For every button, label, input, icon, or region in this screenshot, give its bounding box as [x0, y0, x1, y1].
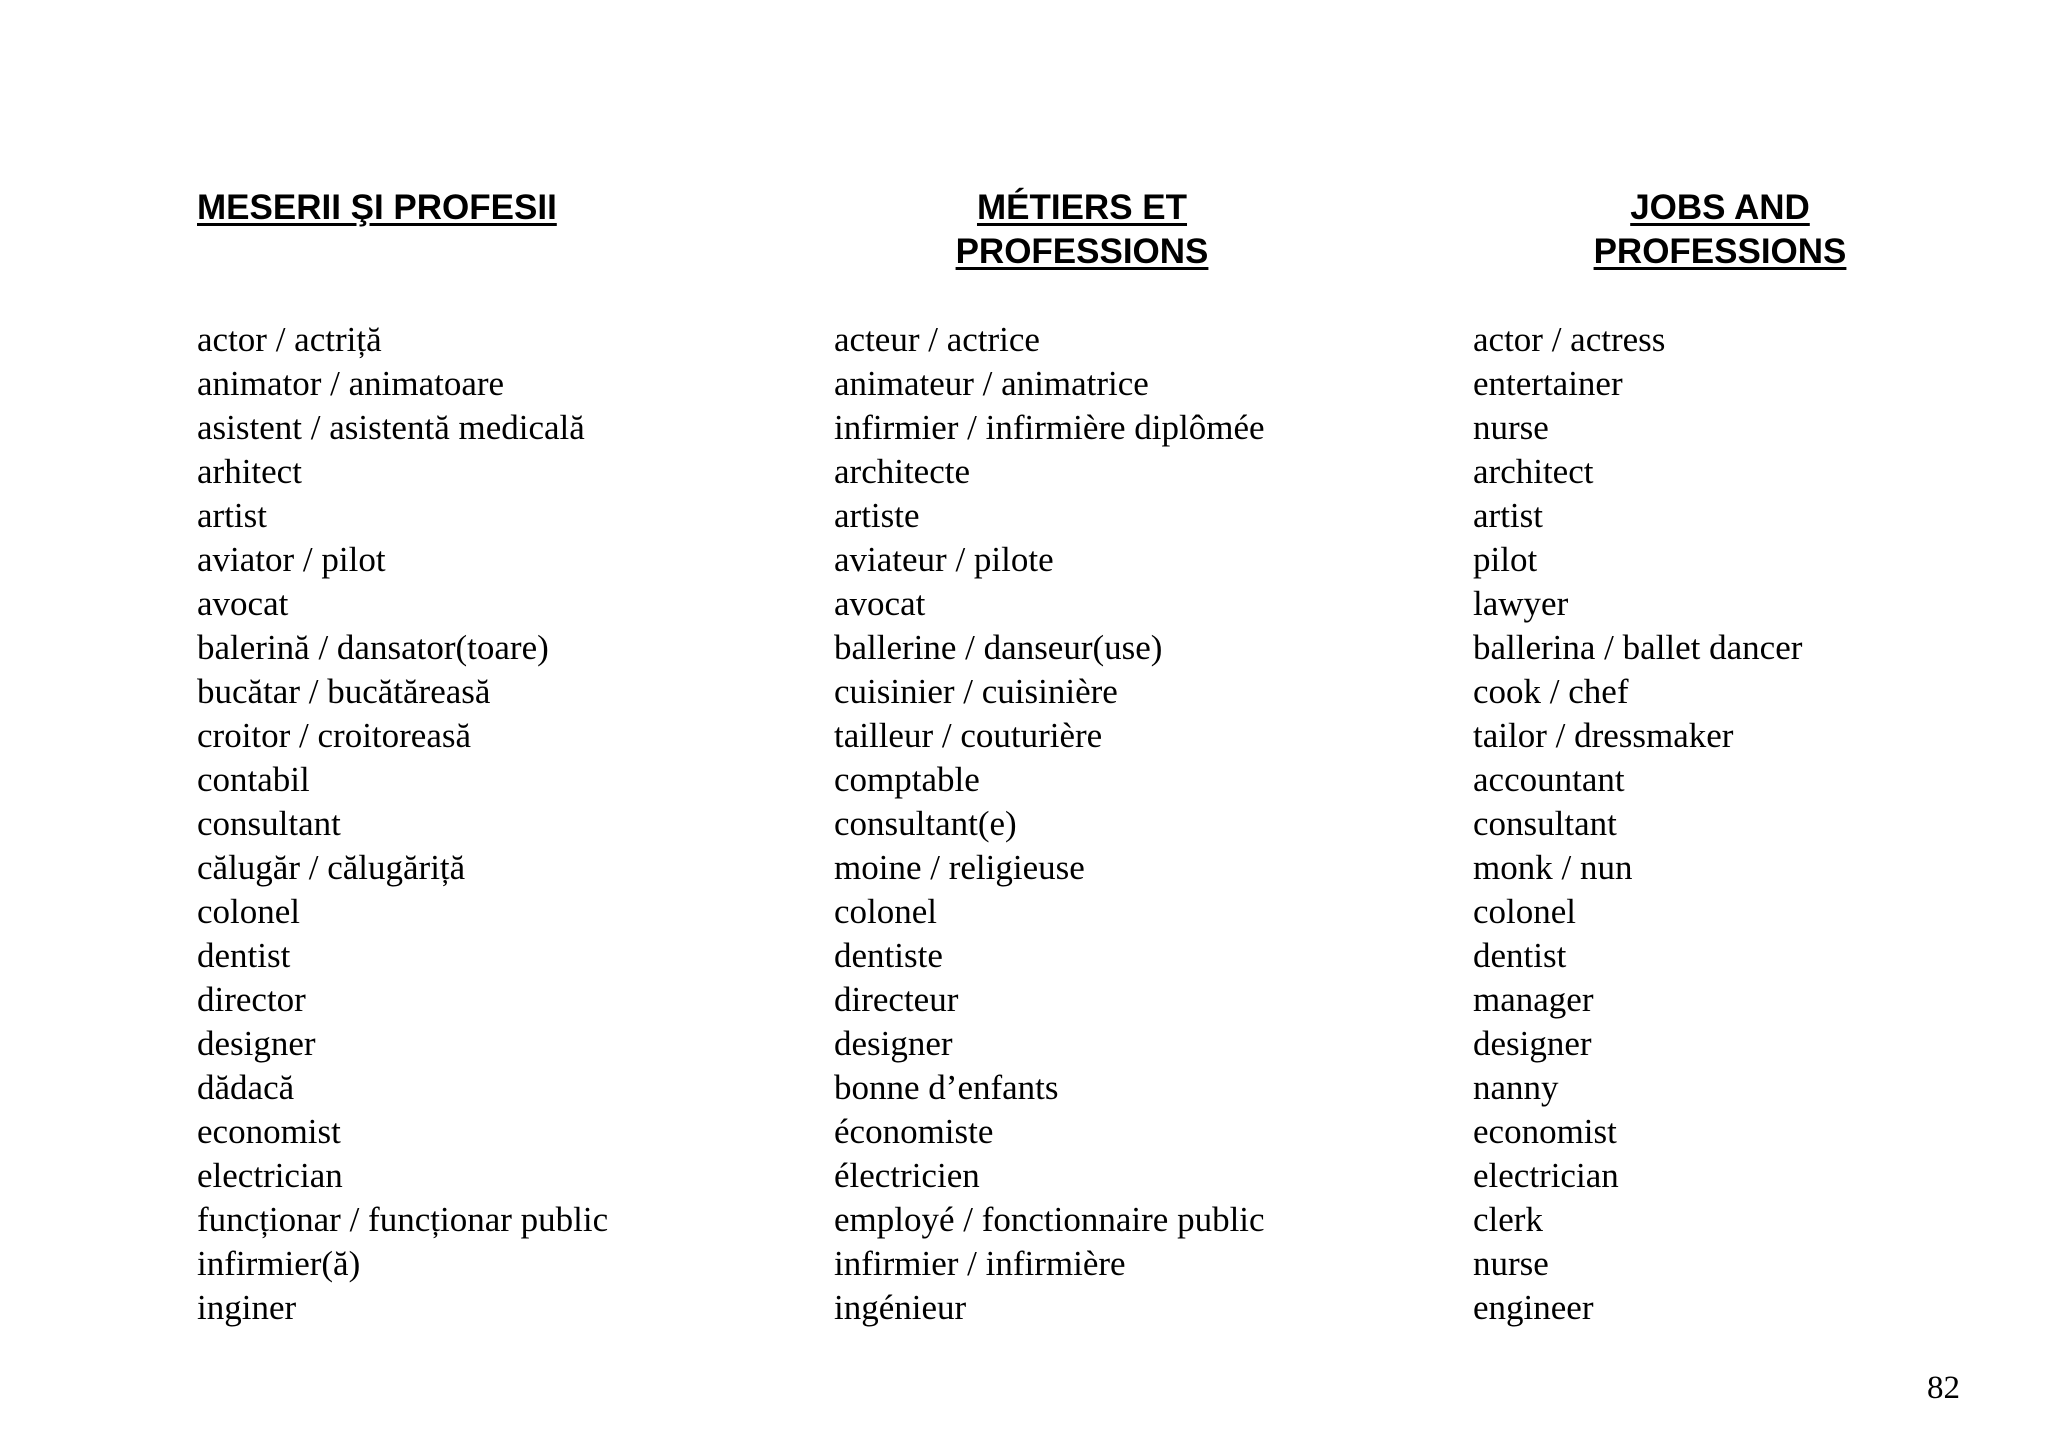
list-item: animateur / animatrice — [834, 364, 1149, 403]
list-item: croitor / croitoreasă — [197, 716, 472, 755]
heading-english — [1480, 186, 1960, 274]
list-item: bucătar / bucătăreasă — [197, 672, 491, 711]
list-item: funcționar / funcționar public — [197, 1200, 609, 1239]
list-item: architect — [1473, 452, 1594, 491]
list-item: dentist — [1473, 936, 1567, 975]
list-item: employé / fonctionnaire public — [834, 1200, 1265, 1239]
list-item: aviator / pilot — [197, 540, 386, 579]
list-item: ballerine / danseur(use) — [834, 628, 1163, 667]
list-item: cuisinier / cuisinière — [834, 672, 1118, 711]
list-item: actor / actriță — [197, 320, 382, 359]
heading-line: PROFESSIONS — [1593, 232, 1847, 271]
list-item: directeur — [834, 980, 959, 1019]
list-item: călugăr / călugăriță — [197, 848, 466, 887]
list-item: infirmier / infirmière — [834, 1244, 1126, 1283]
list-item: infirmier(ă) — [197, 1244, 361, 1283]
list-item: contabil — [197, 760, 310, 799]
romanian-word-list — [197, 318, 608, 1330]
heading-romanian — [197, 186, 557, 230]
list-item: cook / chef — [1473, 672, 1629, 711]
list-item: bonne d’enfants — [834, 1068, 1059, 1107]
list-item: designer — [197, 1024, 316, 1063]
page-number: 82 — [1927, 1370, 1960, 1406]
heading-line: MÉTIERS ET — [976, 188, 1188, 227]
list-item: arhitect — [197, 452, 302, 491]
list-item: actor / actress — [1473, 320, 1666, 359]
english-word-list — [1473, 318, 1802, 1330]
list-item: architecte — [834, 452, 971, 491]
heading-line: JOBS AND — [1630, 188, 1810, 227]
list-item: accountant — [1473, 760, 1625, 799]
list-item: monk / nun — [1473, 848, 1633, 887]
list-item: director — [197, 980, 306, 1019]
heading-french — [842, 186, 1322, 274]
list-item: asistent / asistentă medicală — [197, 408, 585, 447]
list-item: moine / religieuse — [834, 848, 1085, 887]
list-item: ballerina / ballet dancer — [1473, 628, 1803, 667]
list-item: nanny — [1473, 1068, 1559, 1107]
list-item: entertainer — [1473, 364, 1623, 403]
list-item: economist — [1473, 1112, 1617, 1151]
list-item: acteur / actrice — [834, 320, 1040, 359]
list-item: électricien — [834, 1156, 980, 1195]
list-item: tailor / dressmaker — [1473, 716, 1734, 755]
list-item: économiste — [834, 1112, 994, 1151]
heading-line: PROFESSIONS — [955, 232, 1209, 271]
list-item: dentist — [197, 936, 291, 975]
list-item: balerină / dansator(toare) — [197, 628, 549, 667]
list-item: dădacă — [197, 1068, 295, 1107]
list-item: engineer — [1473, 1288, 1594, 1327]
list-item: pilot — [1473, 540, 1538, 579]
list-item: artist — [1473, 496, 1543, 535]
list-item: dentiste — [834, 936, 943, 975]
list-item: comptable — [834, 760, 980, 799]
list-item: electrician — [197, 1156, 343, 1195]
list-item: consultant — [1473, 804, 1617, 843]
list-item: economist — [197, 1112, 341, 1151]
list-item: artist — [197, 496, 267, 535]
list-item: ingénieur — [834, 1288, 967, 1327]
list-item: manager — [1473, 980, 1594, 1019]
list-item: avocat — [834, 584, 926, 623]
list-item: lawyer — [1473, 584, 1569, 623]
list-item: aviateur / pilote — [834, 540, 1054, 579]
heading-line: MESERII ŞI PROFESII — [197, 188, 557, 227]
list-item: designer — [834, 1024, 953, 1063]
list-item: designer — [1473, 1024, 1592, 1063]
list-item: avocat — [197, 584, 289, 623]
french-word-list — [834, 318, 1265, 1330]
list-item: artiste — [834, 496, 920, 535]
list-item: consultant(e) — [834, 804, 1017, 843]
list-item: colonel — [1473, 892, 1577, 931]
list-item: nurse — [1473, 408, 1549, 447]
list-item: electrician — [1473, 1156, 1619, 1195]
list-item: animator / animatoare — [197, 364, 505, 403]
list-item: inginer — [197, 1288, 297, 1327]
list-item: colonel — [197, 892, 301, 931]
list-item: tailleur / couturière — [834, 716, 1103, 755]
list-item: infirmier / infirmière diplômée — [834, 408, 1265, 447]
list-item: colonel — [834, 892, 938, 931]
list-item: consultant — [197, 804, 341, 843]
list-item: clerk — [1473, 1200, 1543, 1239]
list-item: nurse — [1473, 1244, 1549, 1283]
